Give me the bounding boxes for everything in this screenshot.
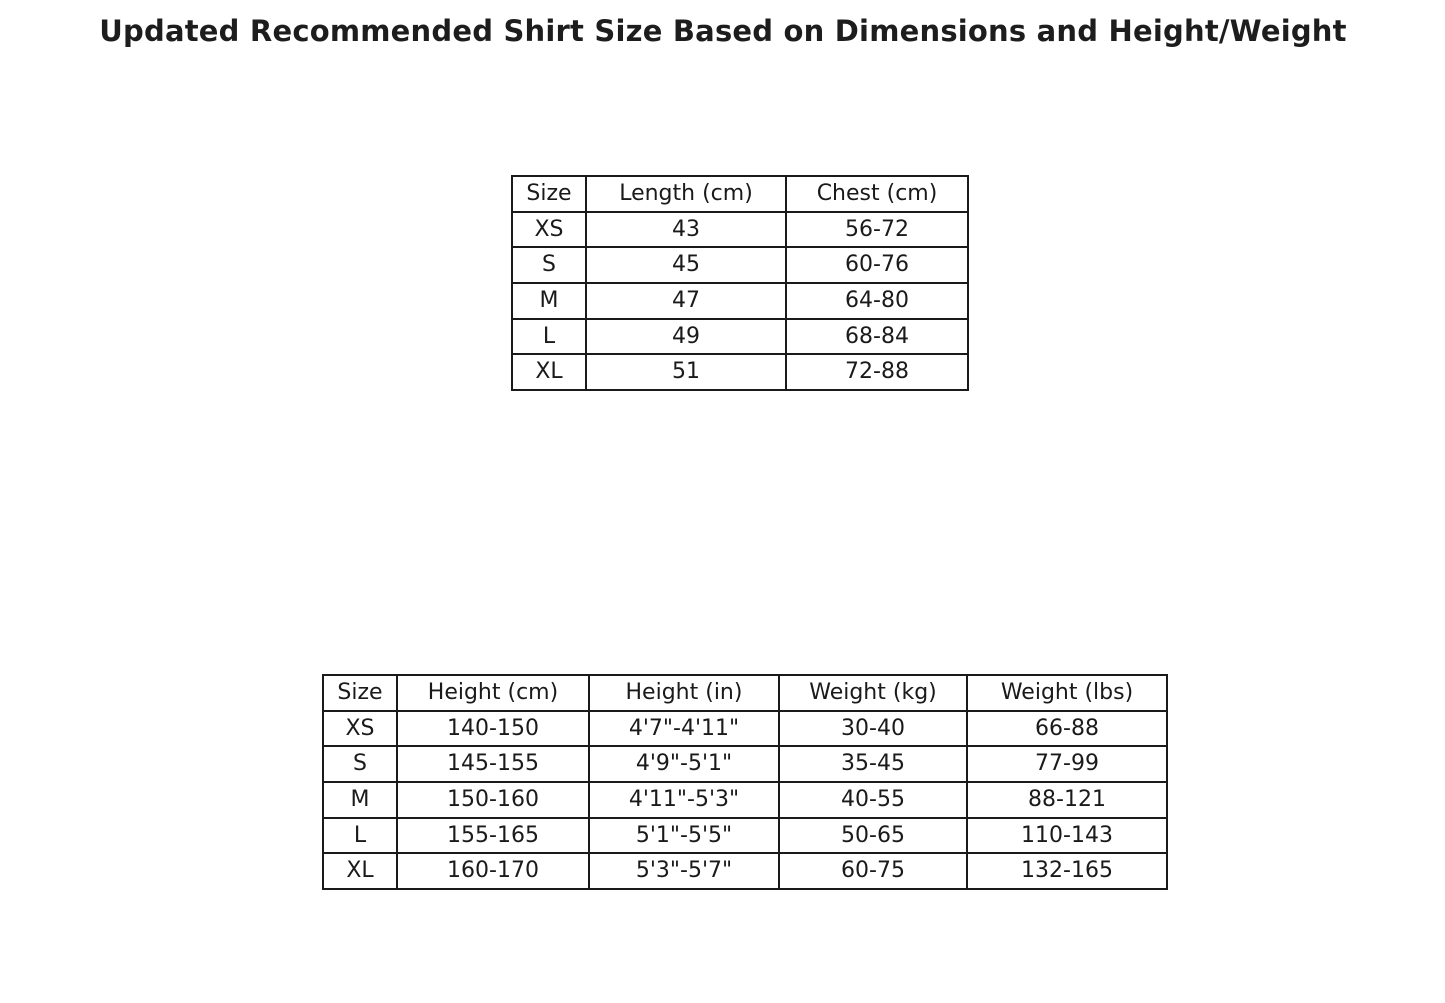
cell-weight-lbs: 77-99	[967, 746, 1167, 782]
cell-weight-kg: 35-45	[779, 746, 967, 782]
cell-size: M	[323, 782, 397, 818]
cell-height-in: 5'1"-5'5"	[589, 818, 779, 854]
column-header-weight-kg: Weight (kg)	[779, 675, 967, 711]
cell-weight-kg: 30-40	[779, 711, 967, 747]
cell-chest: 60-76	[786, 247, 968, 283]
table-row	[512, 212, 968, 248]
cell-size: L	[323, 818, 397, 854]
column-header-length-cm: Length (cm)	[586, 176, 786, 212]
height-weight-table	[322, 674, 1168, 890]
cell-height-in: 4'7"-4'11"	[589, 711, 779, 747]
cell-height-in: 4'11"-5'3"	[589, 782, 779, 818]
column-header-height-in: Height (in)	[589, 675, 779, 711]
table-row	[323, 818, 1167, 854]
cell-size: S	[512, 247, 586, 283]
column-header-chest-cm: Chest (cm)	[786, 176, 968, 212]
cell-chest: 56-72	[786, 212, 968, 248]
cell-chest: 72-88	[786, 354, 968, 390]
column-header-size: Size	[512, 176, 586, 212]
cell-length: 49	[586, 319, 786, 355]
table-row	[512, 247, 968, 283]
cell-height-cm: 160-170	[397, 853, 589, 889]
cell-height-cm: 145-155	[397, 746, 589, 782]
cell-height-cm: 140-150	[397, 711, 589, 747]
cell-weight-kg: 40-55	[779, 782, 967, 818]
table-row	[323, 746, 1167, 782]
cell-size: S	[323, 746, 397, 782]
table-row	[512, 354, 968, 390]
table-row	[512, 283, 968, 319]
cell-height-cm: 150-160	[397, 782, 589, 818]
cell-length: 47	[586, 283, 786, 319]
cell-weight-lbs: 66-88	[967, 711, 1167, 747]
cell-size: L	[512, 319, 586, 355]
cell-size: XL	[323, 853, 397, 889]
page-title: Updated Recommended Shirt Size Based on Dimensions and Height/Weight	[99, 14, 1347, 48]
cell-height-in: 5'3"-5'7"	[589, 853, 779, 889]
table-header-row	[512, 176, 968, 212]
cell-length: 43	[586, 212, 786, 248]
cell-size: XL	[512, 354, 586, 390]
column-header-weight-lbs: Weight (lbs)	[967, 675, 1167, 711]
table-row	[323, 782, 1167, 818]
cell-height-cm: 155-165	[397, 818, 589, 854]
table-row	[323, 853, 1167, 889]
table-row	[323, 711, 1167, 747]
cell-chest: 64-80	[786, 283, 968, 319]
cell-chest: 68-84	[786, 319, 968, 355]
cell-weight-lbs: 132-165	[967, 853, 1167, 889]
cell-height-in: 4'9"-5'1"	[589, 746, 779, 782]
cell-weight-lbs: 110-143	[967, 818, 1167, 854]
table-header-row	[323, 675, 1167, 711]
column-header-height-cm: Height (cm)	[397, 675, 589, 711]
cell-size: M	[512, 283, 586, 319]
cell-weight-lbs: 88-121	[967, 782, 1167, 818]
column-header-size: Size	[323, 675, 397, 711]
cell-size: XS	[512, 212, 586, 248]
shirt-dimensions-table	[511, 175, 969, 391]
cell-weight-kg: 60-75	[779, 853, 967, 889]
cell-length: 51	[586, 354, 786, 390]
cell-length: 45	[586, 247, 786, 283]
cell-size: XS	[323, 711, 397, 747]
table-row	[512, 319, 968, 355]
cell-weight-kg: 50-65	[779, 818, 967, 854]
